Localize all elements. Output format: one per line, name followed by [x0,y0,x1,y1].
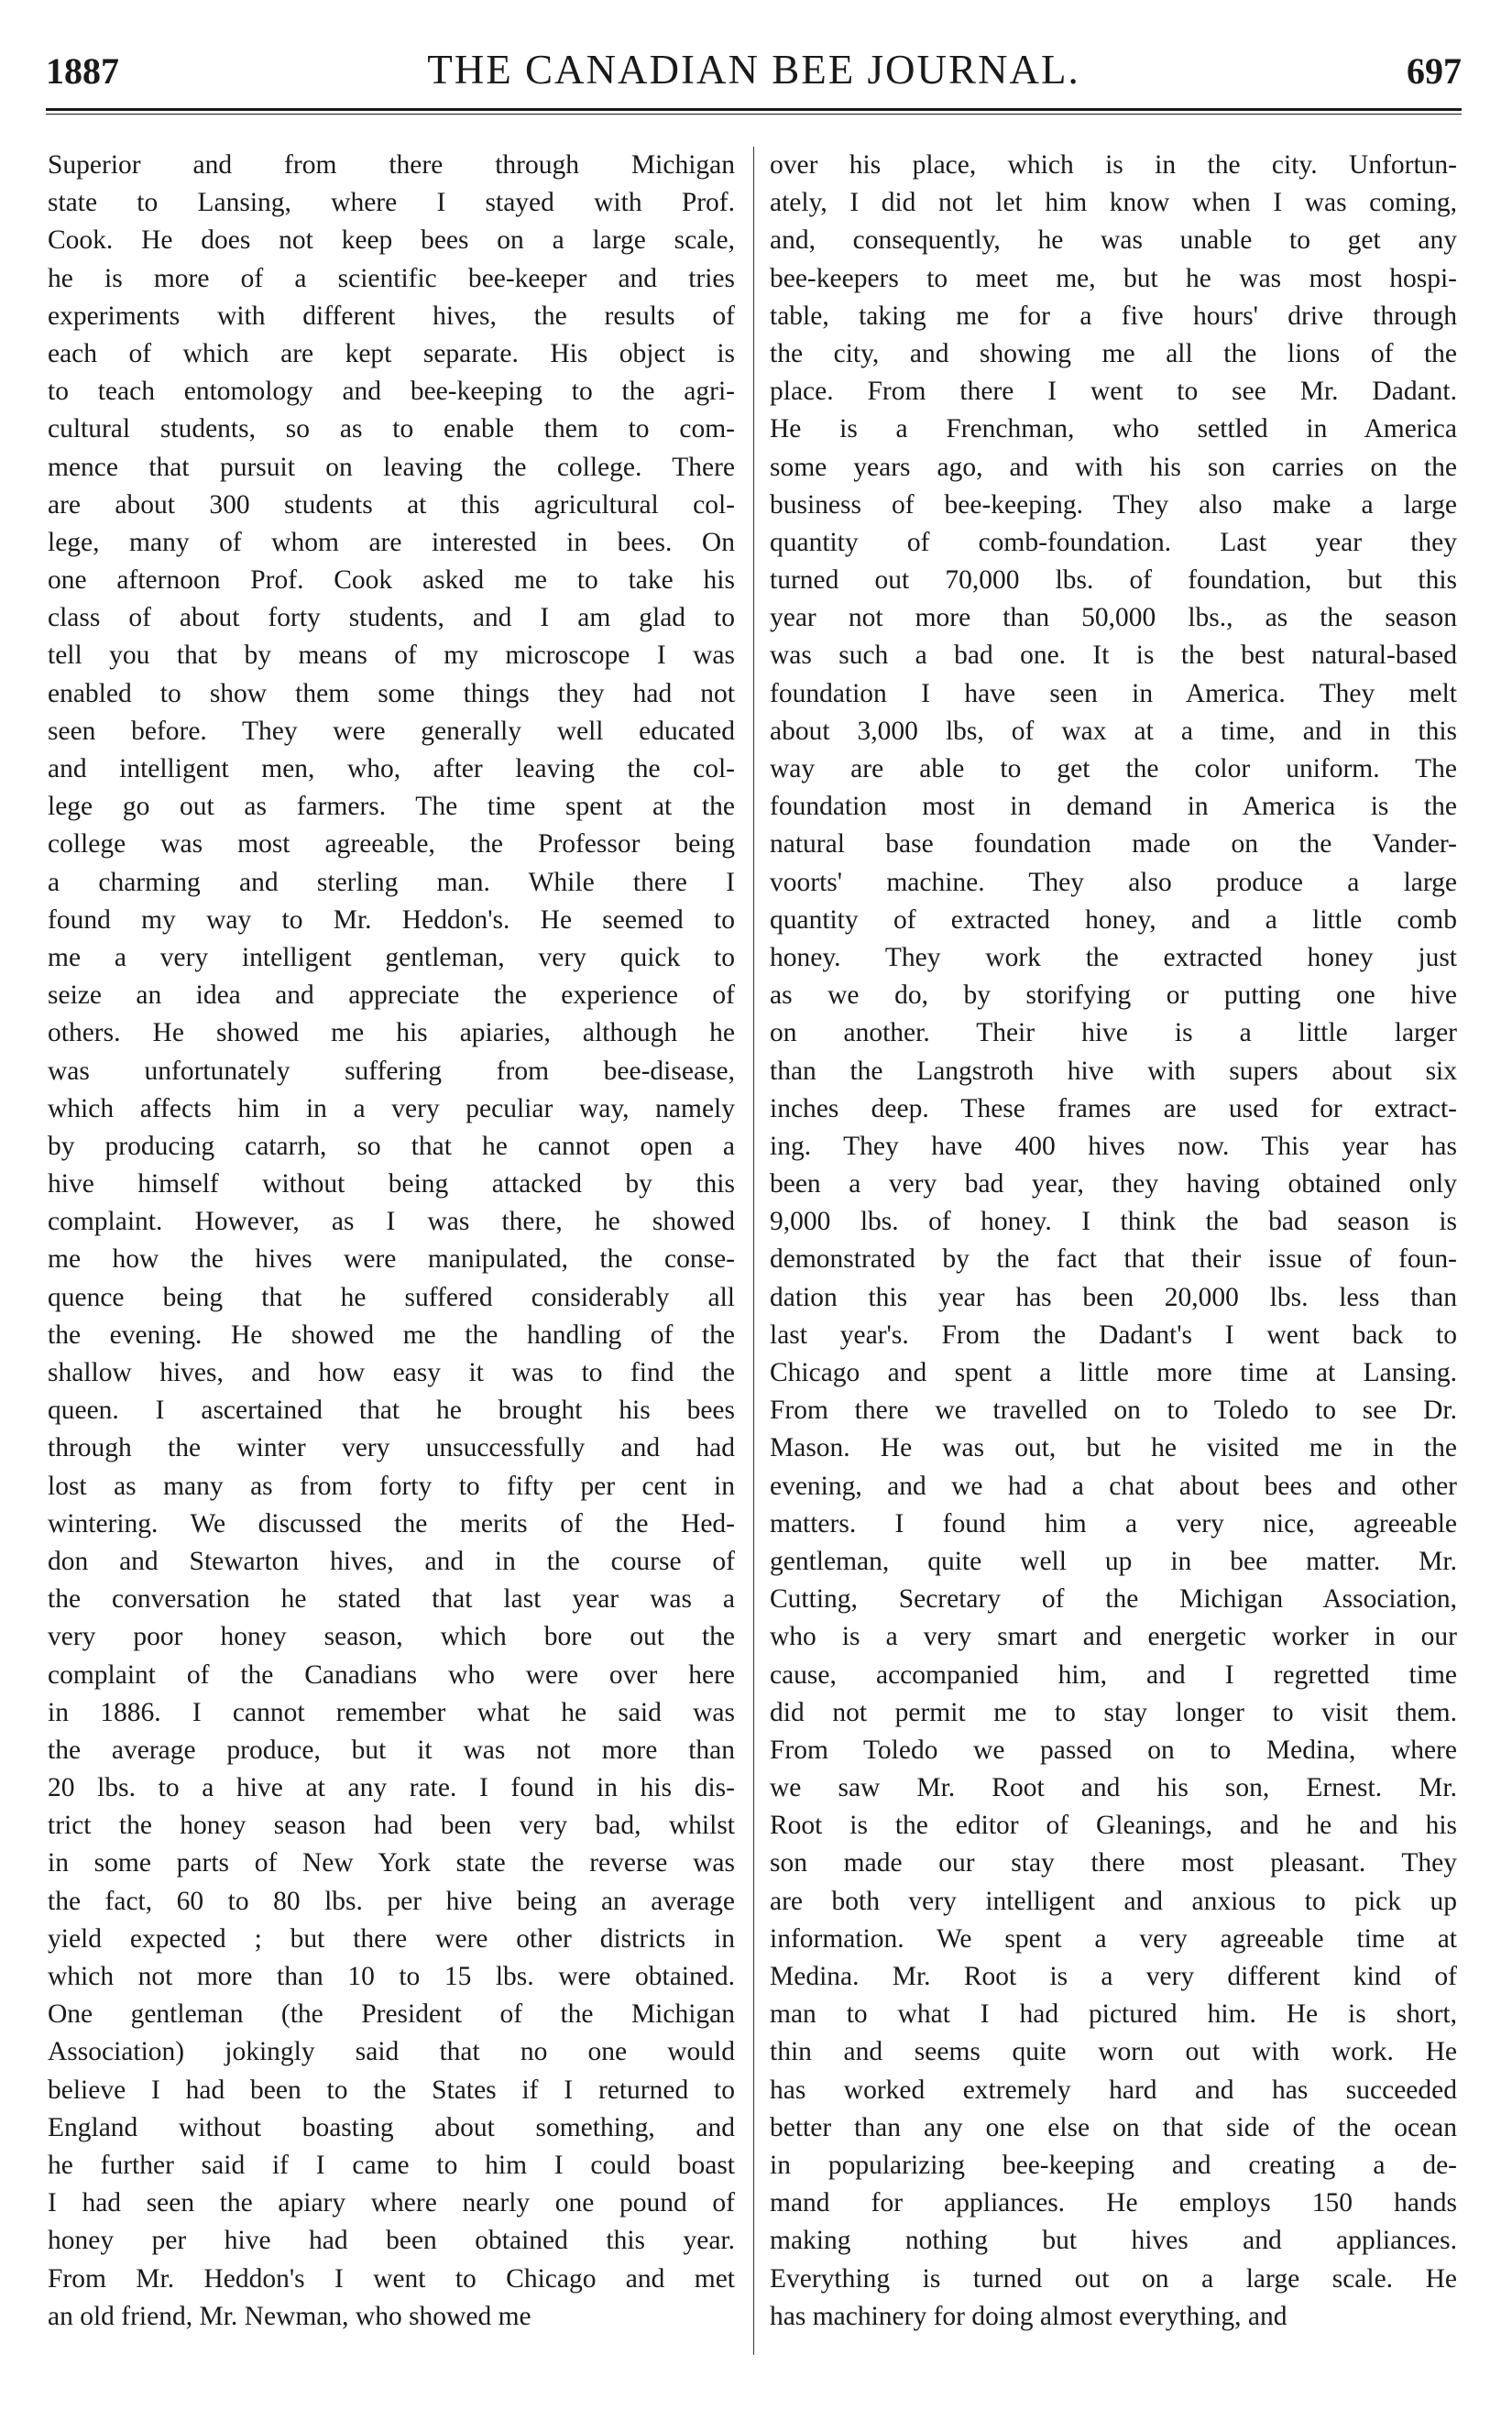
text-line: Chicago and spent a little more time at Lansing. [770,1358,1457,1387]
text-line: quantity of comb-foundation. Last year they [770,527,1457,557]
text-line: me a very intelligent gentleman, very quick to [48,942,735,972]
text-line: the conversation he stated that last year was a [48,1584,735,1615]
text-line: which affects him in a very peculiar way, namely [48,1093,735,1123]
text-line: better than any one else on that side of the ocean [770,2112,1457,2142]
text-line: I had seen the apiary where nearly one pound of [48,2188,735,2218]
right-column [770,147,1457,2364]
text-line: and intelligent men, who, after leaving the col- [48,754,735,783]
text-line: 20 lbs. to a hive at any rate. I found in his dis- [48,1773,735,1803]
text-line: class of about forty students, and I am glad to [48,603,735,633]
text-line: quence being that he suffered considerably all [48,1282,735,1312]
column-divider [753,147,754,2355]
text-line: to teach entomology and bee-keeping to the agri- [48,377,735,407]
text-line: ing. They have 400 hives now. This year has [770,1131,1457,1161]
text-line: seize an idea and appreciate the experience of [48,980,735,1011]
text-line: he further said if I came to him I could boast [48,2150,735,2180]
text-line: experiments with different hives, the results of [48,301,735,331]
header-rule-thin [46,114,1462,115]
text-line: hive himself without being attacked by this [48,1169,735,1199]
text-line: by producing catarrh, so that he cannot open a [48,1131,735,1161]
text-line: foundation most in demand in America is the [770,792,1457,822]
header-rule [46,108,1462,111]
text-line: Mason. He was out, but he visited me in the [770,1433,1457,1463]
text-line: lost as many as from forty to fifty per cent in [48,1471,735,1501]
text-line: Everything is turned out on a large scale. He [770,2263,1457,2294]
journal-title: THE CANADIAN BEE JOURNAL. [427,47,1080,93]
left-column [48,147,735,2364]
text-line: matters. I found him a very nice, agreeable [770,1508,1457,1539]
text-line: dation this year has been 20,000 lbs. less than [770,1282,1457,1312]
text-line: He is a Frenchman, who settled in America [770,414,1457,444]
text-line: evening, and we had a chat about bees and other [770,1471,1457,1501]
text-line: complaint of the Canadians who were over here [48,1659,735,1690]
text-line: information. We spent a very agreeable time at [770,1923,1457,1954]
text-line: turned out 70,000 lbs. of foundation, but this [770,565,1457,596]
text-line: lege go out as farmers. The time spent at the [48,792,735,822]
text-line: state to Lansing, where I stayed with Prof. [48,188,735,218]
text-line: the city, and showing me all the lions of the [770,338,1457,368]
text-line: the average produce, but it was not more than [48,1735,735,1765]
text-line: some years ago, and with his son carries on the [770,452,1457,482]
page-number: 697 [1407,50,1462,92]
text-line: than the Langstroth hive with supers about six [770,1056,1457,1086]
text-line: From Mr. Heddon's I went to Chicago and met [48,2263,735,2294]
text-line: others. He showed me his apiaries, although he [48,1018,735,1048]
text-line: honey per hive had been obtained this year. [48,2226,735,2256]
text-line: me how the hives were manipulated, the conse- [48,1244,735,1275]
text-line: seen before. They were generally well educated [48,716,735,746]
text-line: was such a bad one. It is the best natural-based [770,641,1457,671]
text-line: mence that pursuit on leaving the college. There [48,452,735,482]
text-line: don and Stewarton hives, and in the course of [48,1546,735,1576]
text-line: foundation I have seen in America. They melt [770,678,1457,708]
text-line: bee-keepers to meet me, but he was most hospi- [770,263,1457,293]
text-line: shallow hives, and how easy it was to find the [48,1358,735,1387]
text-line: cause, accompanied him, and I regretted time [770,1659,1457,1690]
text-line: trict the honey season had been very bad, whilst [48,1811,735,1841]
text-line: voorts' machine. They also produce a large [770,867,1457,897]
text-line: each of which are kept separate. His object is [48,338,735,368]
text-line: are both very intelligent and anxious to pick up [770,1886,1457,1916]
text-line: cultural students, so as to enable them to com- [48,414,735,444]
text-line: thin and seems quite worn out with work. He [770,2037,1457,2067]
text-line: From there we travelled on to Toledo to see Dr. [770,1396,1457,1426]
text-line: an old friend, Mr. Newman, who showed me [48,2301,531,2331]
header-year: 1887 [46,50,119,92]
text-line: believe I had been to the States if I returned to [48,2075,735,2105]
text-line: through the winter very unsuccessfully and had [48,1433,735,1463]
text-line: and, consequently, he was unable to get any [770,225,1457,256]
text-line: which not more than 10 to 15 lbs. were obtained. [48,1962,735,1991]
text-line: quantity of extracted honey, and a little comb [770,904,1457,935]
text-line: in 1886. I cannot remember what he said was [48,1697,735,1727]
text-line: has worked extremely hard and has succeeded [770,2075,1457,2105]
text-line: gentleman, quite well up in bee matter. Mr. [770,1546,1457,1576]
text-line: the fact, 60 to 80 lbs. per hive being an average [48,1886,735,1916]
text-line: found my way to Mr. Heddon's. He seemed to [48,904,735,935]
text-line: enabled to show them some things they had not [48,678,735,708]
text-line: who is a very smart and energetic worker in our [770,1622,1457,1652]
text-line: One gentleman (the President of the Michigan [48,1999,735,2030]
text-line: business of bee-keeping. They also make a large [770,489,1457,520]
text-line: was unfortunately suffering from bee-disease, [48,1056,735,1086]
text-line: last year's. From the Dadant's I went back to [770,1320,1457,1350]
text-line: honey. They work the extracted honey just [770,942,1457,972]
text-line: about 3,000 lbs, of wax at a time, and in this [770,716,1457,746]
text-line: Root is the editor of Gleanings, and he and his [770,1811,1457,1841]
text-line: queen. I ascertained that he brought his bees [48,1396,735,1426]
text-line: we saw Mr. Root and his son, Ernest. Mr. [770,1773,1457,1803]
text-line: are about 300 students at this agricultural col- [48,489,735,520]
text-line: mand for appliances. He employs 150 hands [770,2188,1457,2218]
text-line: did not permit me to stay longer to visit them. [770,1697,1457,1727]
text-line: place. From there I went to see Mr. Dadant. [770,377,1457,407]
text-line: one afternoon Prof. Cook asked me to take his [48,565,735,596]
text-line: Association) jokingly said that no one would [48,2037,735,2067]
text-line: England without boasting about something, and [48,2112,735,2142]
text-line: in popularizing bee-keeping and creating a de- [770,2150,1457,2180]
text-line: has machinery for doing almost everything, and [770,2301,1287,2331]
text-line: year not more than 50,000 lbs., as the season [770,603,1457,633]
text-line: a charming and sterling man. While there I [48,867,735,897]
text-line: table, taking me for a five hours' drive through [770,301,1457,331]
text-line: 9,000 lbs. of honey. I think the bad season is [770,1207,1457,1237]
running-header [46,46,1462,101]
text-line: yield expected ; but there were other districts in [48,1923,735,1954]
text-line: college was most agreeable, the Professor being [48,829,735,860]
text-line: as we do, by storifying or putting one hive [770,980,1457,1011]
text-line: man to what I had pictured him. He is short, [770,1999,1457,2030]
text-line: demonstrated by the fact that their issue of foun- [770,1244,1457,1275]
text-line: been a very bad year, they having obtained only [770,1169,1457,1199]
text-line: tell you that by means of my microscope I was [48,641,735,671]
text-line: in some parts of New York state the reverse was [48,1848,735,1878]
text-line: complaint. However, as I was there, he showed [48,1207,735,1237]
text-line: lege, many of whom are interested in bees. On [48,527,735,557]
text-line: over his place, which is in the city. Unfortun- [770,150,1457,180]
text-line: ately, I did not let him know when I was coming, [770,188,1457,218]
text-line: the evening. He showed me the handling of the [48,1320,735,1350]
text-line: he is more of a scientific bee-keeper and tries [48,263,735,293]
text-line: Superior and from there through Michigan [48,150,735,180]
text-line: way are able to get the color uniform. The [770,754,1457,783]
text-line: Cutting, Secretary of the Michigan Association, [770,1584,1457,1615]
text-line: Cook. He does not keep bees on a large scale, [48,225,735,256]
text-line: inches deep. These frames are used for extract- [770,1093,1457,1123]
text-line: making nothing but hives and appliances. [770,2226,1457,2256]
text-line: natural base foundation made on the Vander- [770,829,1457,860]
text-line: Medina. Mr. Root is a very different kind of [770,1962,1457,1991]
text-line: on another. Their hive is a little larger [770,1018,1457,1048]
text-line: wintering. We discussed the merits of the Hed- [48,1508,735,1539]
text-line: very poor honey season, which bore out the [48,1622,735,1652]
text-line: From Toledo we passed on to Medina, where [770,1735,1457,1765]
text-line: son made our stay there most pleasant. They [770,1848,1457,1878]
